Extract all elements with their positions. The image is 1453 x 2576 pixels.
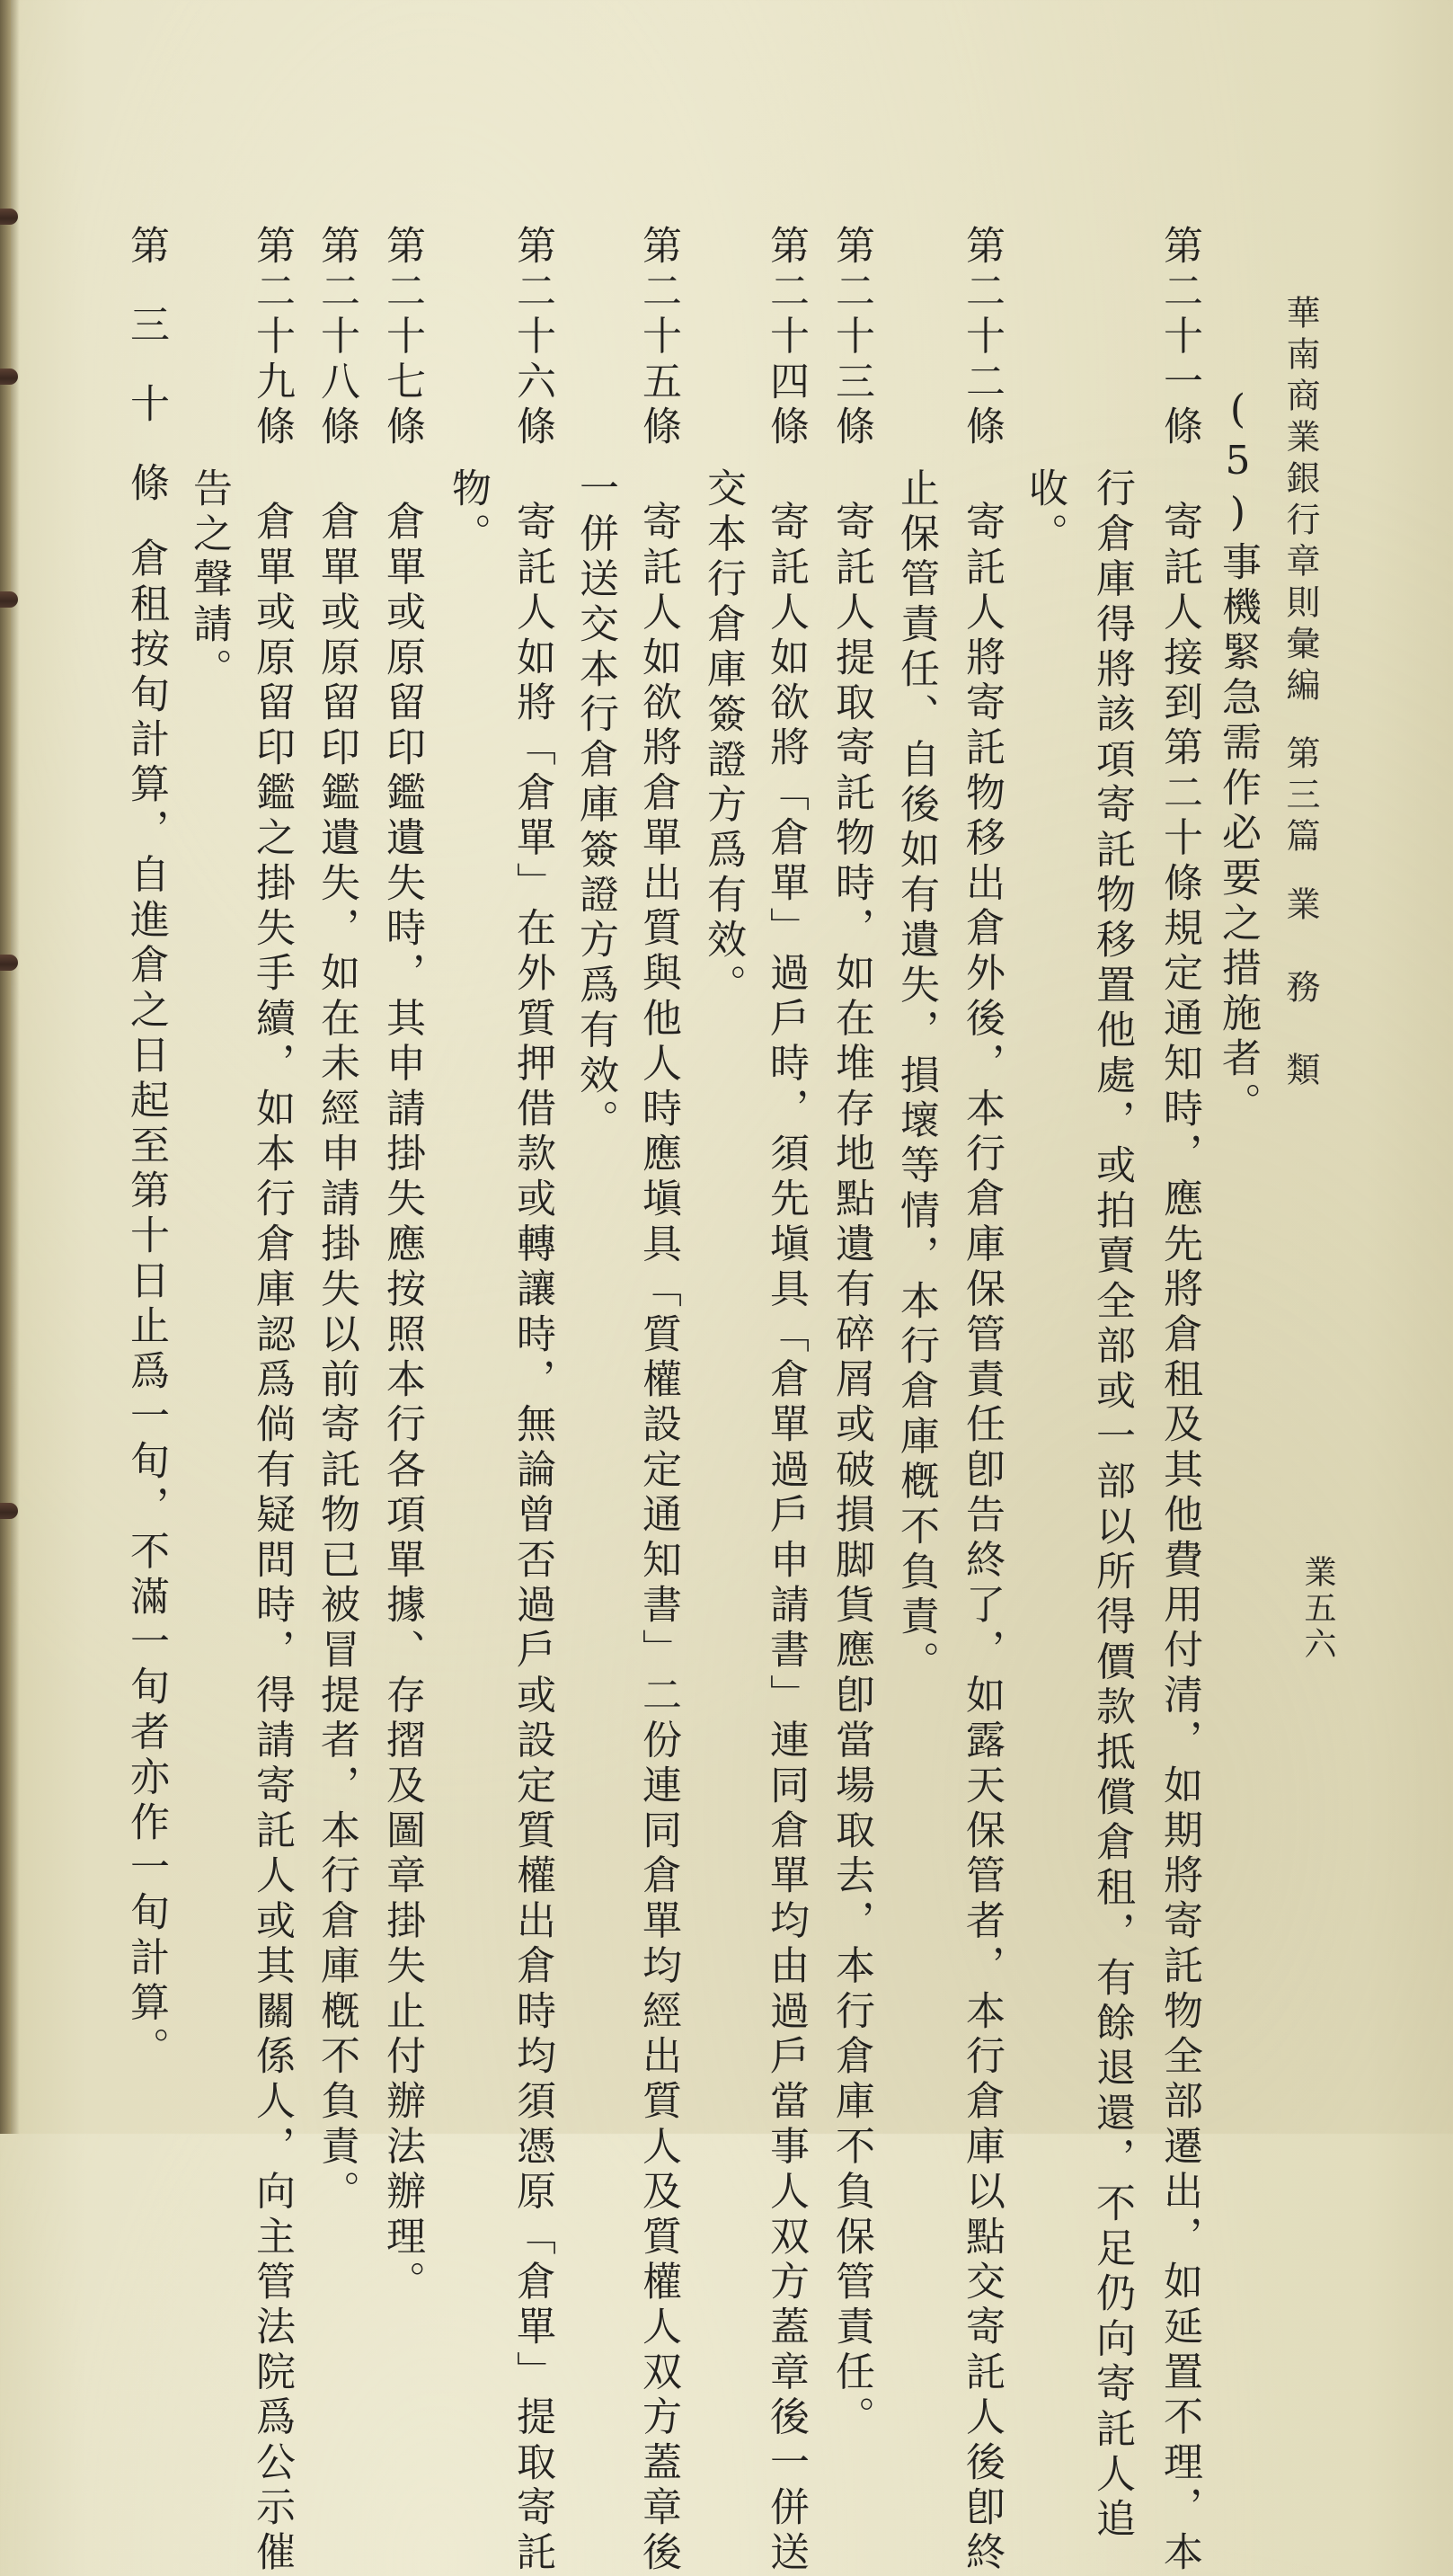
part-label: 第三篇 [1280,735,1320,859]
binding-stitch [0,955,18,971]
article-text-line: 寄託人如將「倉單」在外質押借款或轉讓時，無論曾否過戶或設定質權出倉時均須憑原「倉單」提取寄託 [509,501,555,2576]
binding-gutter-shadow [11,0,20,2134]
article-number: 第二十三條 [828,225,874,450]
article-30 [123,225,169,2072]
article-text-line: 寄託人將寄託物移出倉外後，本行倉庫保管責任卽告終了，如露天保管者，本行倉庫以點交寄託人後卽終 [959,501,1005,2576]
article-23 [828,225,874,2441]
article-25-continuation: 一併送交本行倉庫簽證方爲有效。 [572,467,618,1144]
article-29 [249,225,295,2576]
article-25 [635,225,681,2576]
article-26-continuation: 物。 [445,467,491,558]
binding-stitch [0,1503,18,1519]
article-22-continuation: 止保管責任、自後如有遺失，損壞等情，本行倉庫槪不負責。 [893,467,939,1686]
book-title: 華南商業銀行章則彙編 [1280,295,1320,708]
article-text-line: 倉租按旬計算，自進倉之日起至第十日止爲一旬，不滿一旬者亦作一旬計算。 [123,537,169,2072]
article-21 [1156,225,1202,2576]
article-26 [509,225,555,2576]
article-text-line: 寄託人接到第二十條規定通知時，應先將倉租及其他費用付清，如期將寄託物全部遷出，如延置不理，本 [1156,501,1202,2576]
article-number: 第二十二條 [959,225,1005,450]
article-number: 第 三 十 條 [123,225,169,502]
article-text-line: 倉單或原留印鑑之掛失手續，如本行倉庫認爲倘有疑問時，得請寄託人或其關係人，向主管法院爲公示催 [249,501,295,2576]
article-number: 第二十九條 [249,225,295,450]
article-number: 第二十七條 [379,225,425,450]
article-21-continuation: 行倉庫得將該項寄託物移置他處，或拍賣全部或一部以所得價款抵償倉租，有餘退還，不足仍向寄託人追 [1089,467,1135,2544]
article-text-line: 倉單或原留印鑑遺失，如在未經申請掛失以前寄託物已被冒提者，本行倉庫槪不負責。 [314,501,359,2216]
article-number: 第二十八條 [314,225,359,450]
article-text-line: 寄託人提取寄託物時，如在堆存地點遺有碎屑或破損脚貨應卽當場取去，本行倉庫不負保管責任。 [828,501,874,2441]
article-28 [314,225,359,2216]
article-29-continuation: 告之聲請。 [186,467,232,693]
item-5 [1215,386,1261,1128]
article-number: 第二十四條 [763,225,809,450]
page-number: 業五六 [1299,1555,1336,1663]
article-22 [959,225,1005,2576]
article-number: 第二十一條 [1156,225,1202,450]
article-number: 第二十五條 [635,225,681,450]
article-text-line: 寄託人如欲將「倉單」過戶時，須先塡具「倉單過戶申請書」連同倉單均由過戶當事人双方蓋章後一併送 [763,501,809,2576]
running-header [1280,295,1320,1093]
article-text-line: 倉單或原留印鑑遺失時，其申請掛失應按照本行各項單據、存摺及圖章掛失止付辦法辦理。 [379,501,425,2305]
section-label: 業 務 類 [1280,886,1320,1093]
article-24 [763,225,809,2576]
item-5-label: (5) [1215,386,1261,541]
article-number: 第二十六條 [509,225,555,450]
article-21-continuation: 收。 [1022,467,1068,558]
binding-stitch [0,209,18,225]
binding-stitch [0,591,18,608]
item-5-text: 事機緊急需作必要之措施者。 [1215,540,1261,1128]
article-24-continuation: 交本行倉庫簽證方爲有效。 [700,467,746,1009]
article-27 [379,225,425,2305]
article-text-line: 寄託人如欲將倉單出質與他人時應塡具「質權設定通知書」二份連同倉單均經出質人及質權人双方蓋章後 [635,501,681,2576]
binding-stitch [0,369,18,385]
book-binding [0,0,11,2134]
